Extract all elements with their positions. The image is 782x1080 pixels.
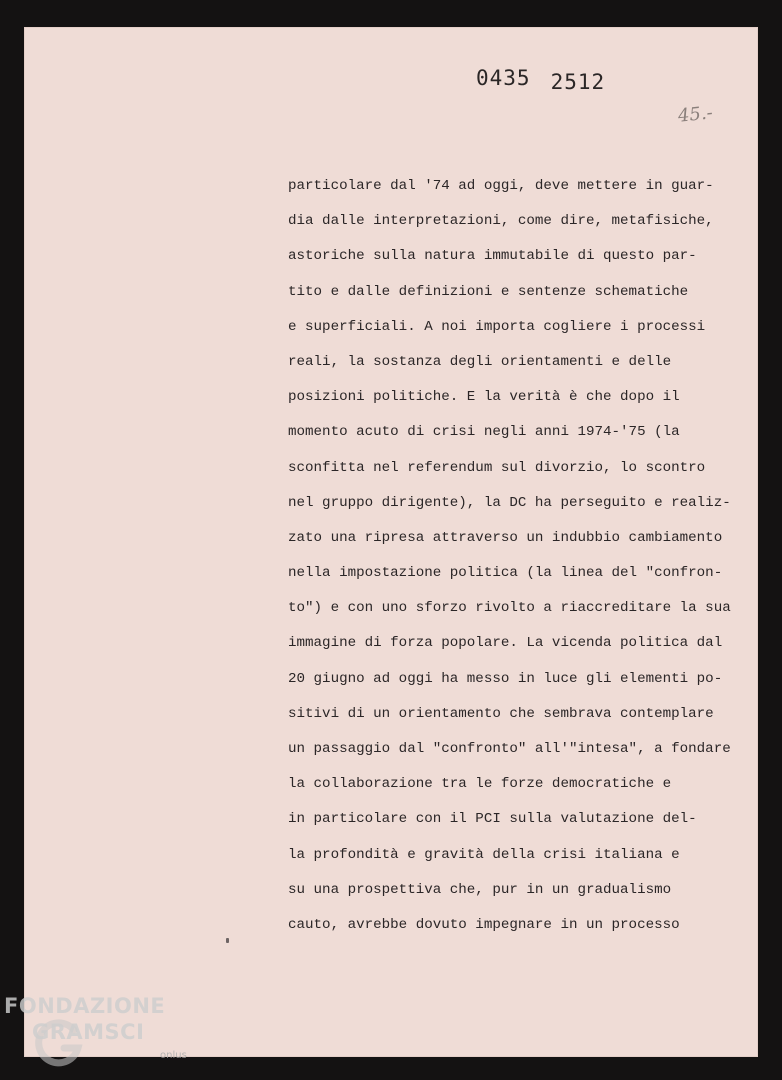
text-line: la collaborazione tra le forze democratiche e <box>288 776 672 793</box>
text-line: 20 giugno ad oggi ha messo in luce gli elementi po- <box>288 670 723 687</box>
text-line: zato una ripresa attraverso un indubbio cambiamento <box>288 529 723 546</box>
watermark-line-3: onlus <box>160 1050 187 1061</box>
archive-codes <box>476 66 606 94</box>
text-line: dia dalle interpretazioni, come dire, metafisiche, <box>288 213 714 230</box>
paper-speck <box>226 938 229 943</box>
text-line: momento acuto di crisi negli anni 1974-'75 (la <box>288 424 680 441</box>
text-line: nella impostazione politica (la linea del "confron- <box>288 565 723 582</box>
text-line: astoriche sulla natura immutabile di questo par- <box>288 248 697 265</box>
text-line: tito e dalle definizioni e sentenze schematiche <box>288 283 689 300</box>
archive-code-left: 0435 <box>476 66 531 90</box>
text-line: particolare dal '74 ad oggi, deve mettere in guar- <box>288 178 714 194</box>
fondazione-gramsci-watermark <box>4 994 204 1074</box>
text-line: to") e con uno sforzo rivolto a riaccreditare la sua <box>288 600 731 617</box>
text-line: la profondità e gravità della crisi italiana e <box>288 846 680 863</box>
text-line: sconfitta nel referendum sul divorzio, lo scontro <box>288 459 706 476</box>
watermark-line-1: FONDAZIONE <box>4 994 166 1018</box>
archive-code-right: 2512 <box>550 70 606 94</box>
watermark-line-2: GRAMSCI <box>32 1020 145 1044</box>
text-line: sitivi di un orientamento che sembrava contemplare <box>288 705 714 722</box>
text-line: e superficiali. A noi importa cogliere i processi <box>288 318 706 335</box>
handwritten-page-number: 45.- <box>676 102 714 127</box>
text-line: posizioni politiche. E la verità è che dopo il <box>288 389 680 406</box>
text-line: cauto, avrebbe dovuto impegnare in un processo <box>288 916 680 933</box>
text-line: su una prospettiva che, pur in un gradualismo <box>288 881 672 898</box>
typewritten-body <box>288 172 782 946</box>
text-line: immagine di forza popolare. La vicenda politica dal <box>288 635 723 652</box>
text-line: un passaggio dal "confronto" all'"intesa", a fondare <box>288 741 731 757</box>
text-line: in particolare con il PCI sulla valutazione del- <box>288 811 697 828</box>
text-line: nel gruppo dirigente), la DC ha perseguito e realiz- <box>288 494 731 511</box>
text-line: reali, la sostanza degli orientamenti e delle <box>288 353 672 370</box>
